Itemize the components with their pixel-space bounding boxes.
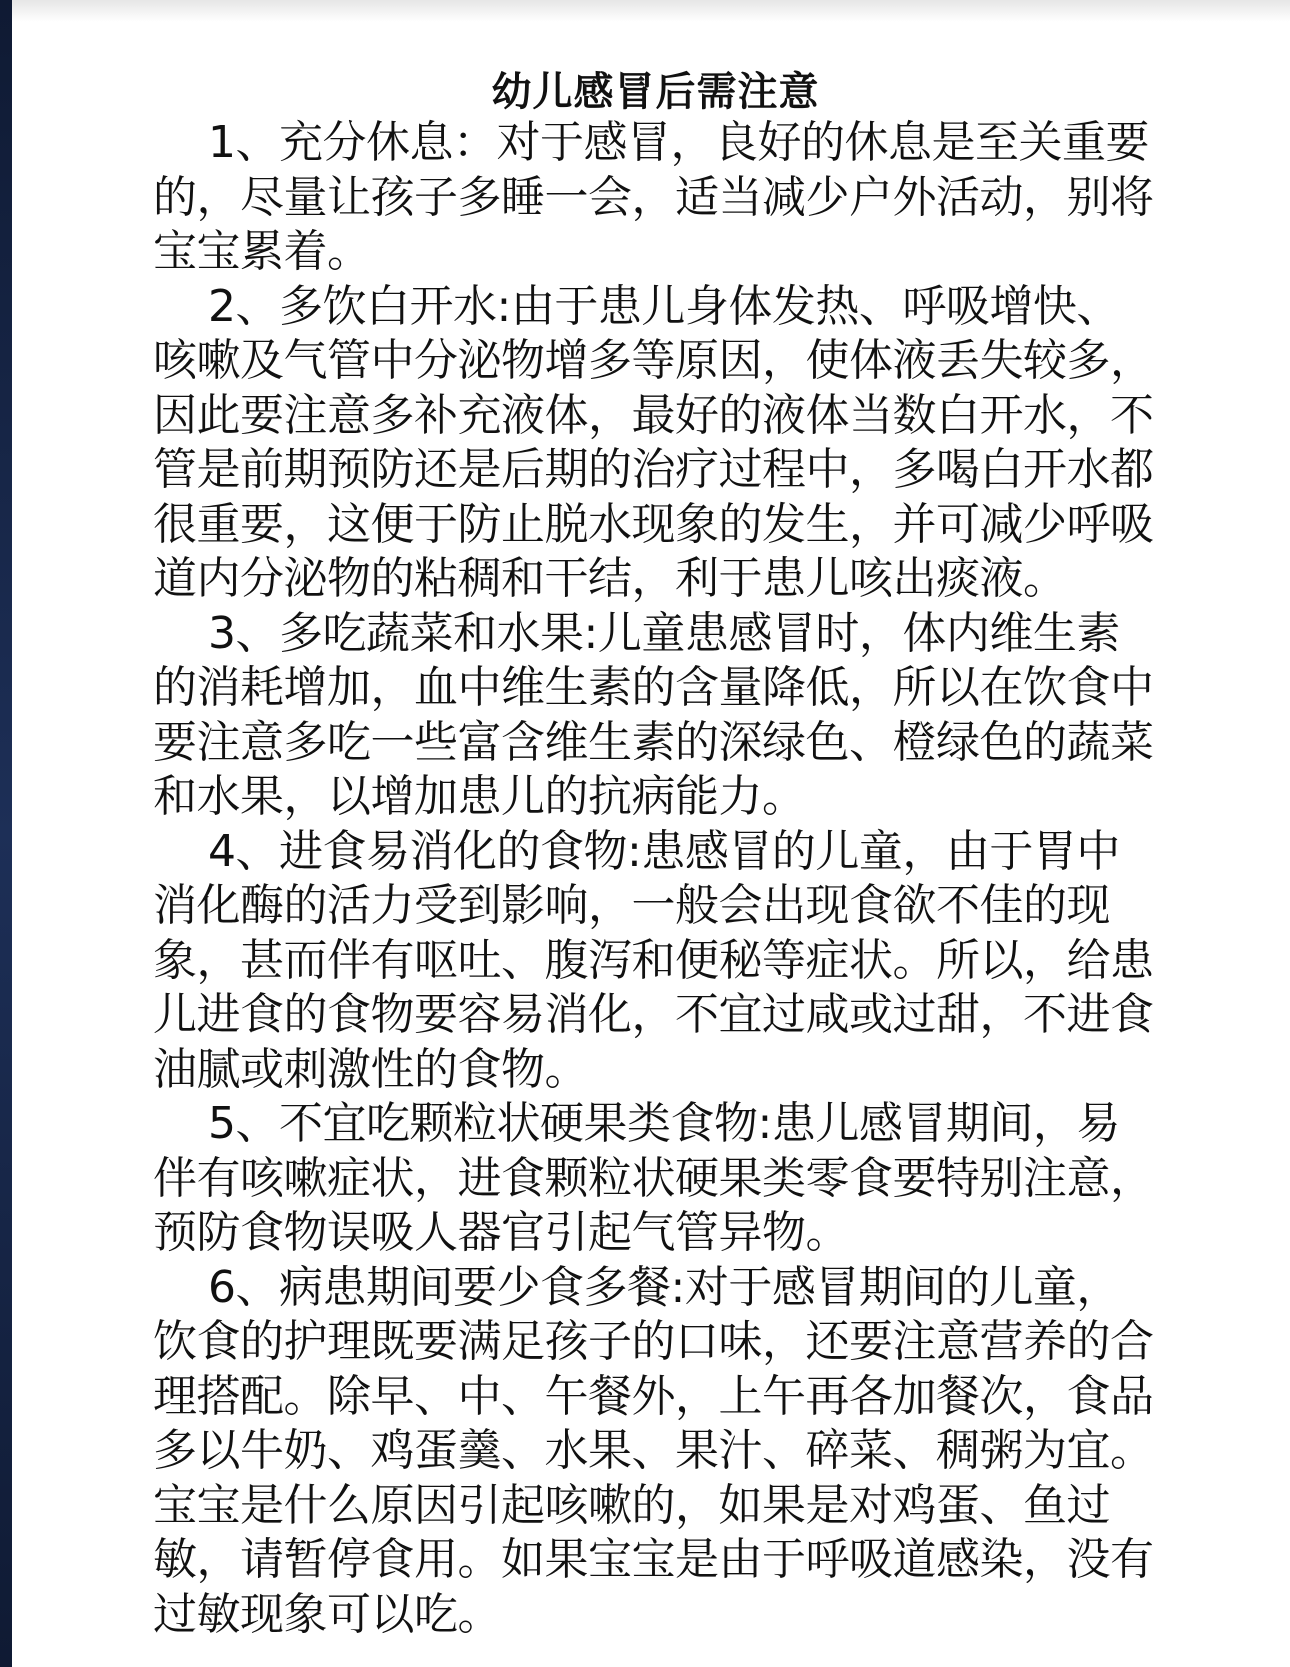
window-left-edge [0, 0, 12, 1667]
paragraph-2: 2、多饮白开水:由于患儿身体发热、呼吸增快、咳嗽及气管中分泌物增多等原因，使体液丢失较多，因此要注意多补充液体，最好的液体当数白开水，不管是前期预防还是后期的治疗过程中，多喝白开水都很重要，这便于防止脱水现象的发生，并可减少呼吸道内分泌物的粘稠和干结，利于患儿咳出痰液。 [153, 280, 1154, 604]
document-page [153, 62, 1158, 1642]
top-shadow [12, 0, 1290, 22]
document-title: 幼儿感冒后需注意 [491, 69, 820, 115]
paragraph-1: 1、充分休息：对于感冒，良好的休息是至关重要的，尽量让孩子多睡一会，适当减少户外活动，别将宝宝累着。 [153, 117, 1154, 277]
paragraph-5: 5、不宜吃颗粒状硬果类食物:患儿感冒期间，易伴有咳嗽症状，进食颗粒状硬果类零食要特别注意，预防食物误吸人器官引起气管异物。 [153, 1098, 1154, 1258]
paragraph-3: 3、多吃蔬菜和水果:儿童患感冒时，体内维生素的消耗增加，血中维生素的含量降低，所以在饮食中要注意多吃一些富含维生素的深绿色、橙绿色的蔬菜和水果，以增加患儿的抗病能力。 [153, 607, 1154, 822]
paragraph-6: 6、病患期间要少食多餐:对于感冒期间的儿童，饮食的护理既要满足孩子的口味，还要注意营养的合理搭配。除早、中、午餐外，上午再各加餐次，食品多以牛奶、鸡蛋羹、水果、果汁、碎菜、稠粥为宜。宝宝是什么原因引起咳嗽的，如果是对鸡蛋、鱼过敏，请暂停食用。如果宝宝是由于呼吸道感染，没有过敏现象可以吃。 [153, 1261, 1154, 1640]
paragraph-4: 4、进食易消化的食物:患感冒的儿童，由于胃中消化酶的活力受到影响，一般会出现食欲不佳的现象，甚而伴有呕吐、腹泻和便秘等症状。所以，给患儿进食的食物要容易消化，不宜过咸或过甜，不进食油腻或刺激性的食物。 [153, 825, 1154, 1095]
